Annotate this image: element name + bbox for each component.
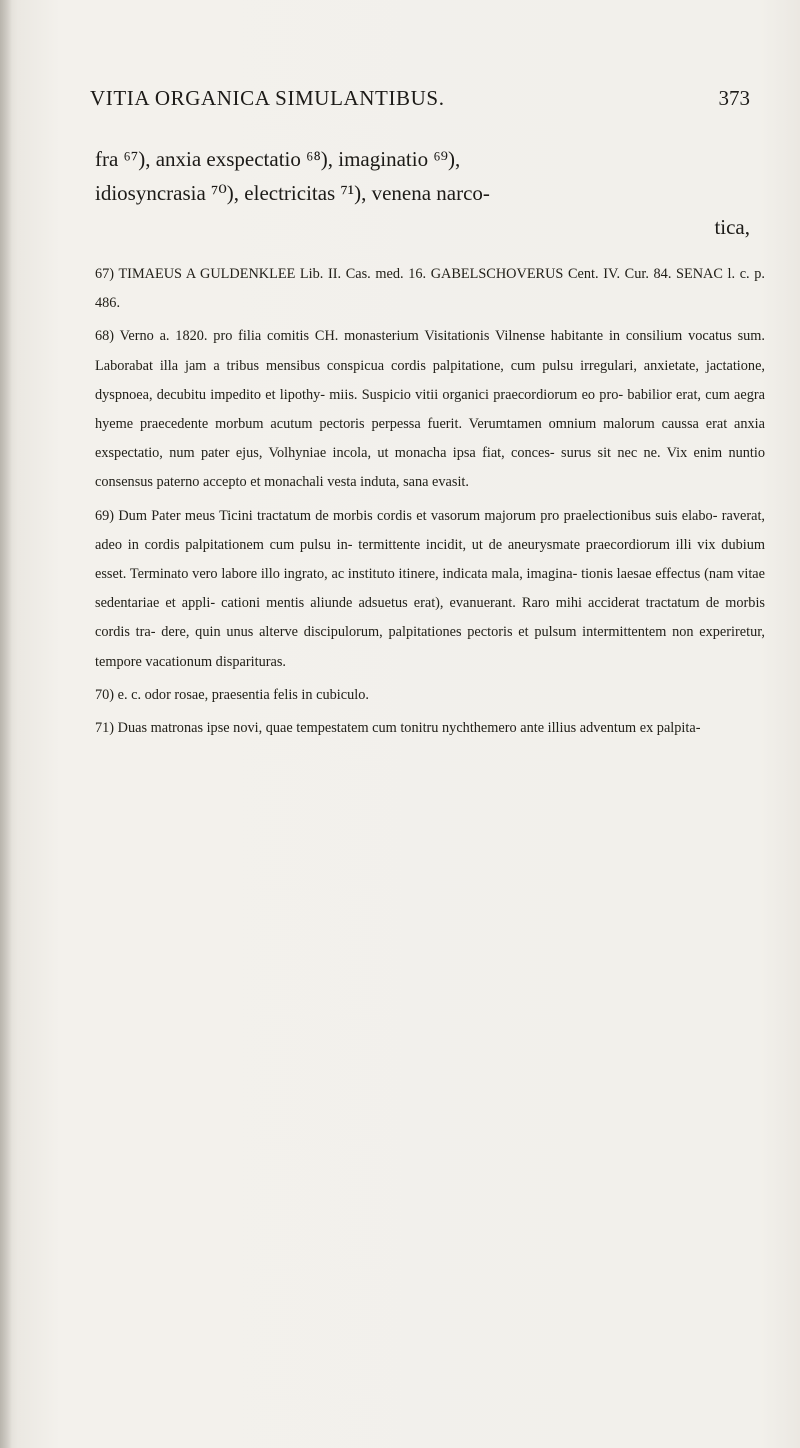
footnote-text: Dum Pater meus Ticini tractatum de morbis cordis et vasorum majorum pro praelectionibus suis elabo- raverat, adeo in cordis palpitationem cum pulsu in- termittente incidit, ut de aneurysmate praecordiorum illi vix dubium esset. Terminato vero labore illo ingrato, ac instituto itinere, indicata mala, imagina- tionis laesae effectus (nam vitae sedentariae et appli- cationi mentis aliunde adsuetus erat), evanuerant. Raro mihi acciderat tractatum de morbis cordis tra- dere, quin unus alterve discipulorum, palpitationes pectoris et pulsum intermittentem non experiretur, tempore vacationum disparituras. <box>95 507 765 670</box>
footnote-number: 67) <box>95 266 115 282</box>
footnote <box>95 502 765 677</box>
main-text-line-1: fra ⁶⁷), anxia exspectatio ⁶⁸), imaginatio ⁶⁹), <box>95 147 461 171</box>
footnote <box>95 322 765 497</box>
footnote-text: Duas matronas ipse novi, quae tempestatem cum tonitru nychthemero ante illius adventum ex palpita- <box>117 720 701 737</box>
footnote-text: e. c. odor rosae, praesentia felis in cubiculo. <box>117 686 369 703</box>
footnote <box>95 681 765 710</box>
footnote-text: TIMAEUS A GULDENKLEE Lib. II. Cas. med. 16. GABELSCHOVERUS Cent. IV. Cur. 84. SENAC l. c. p. 486. <box>95 266 765 312</box>
running-head: VITIA ORGANICA SIMULANTIBUS. <box>90 86 445 110</box>
footnote-text: Verno a. 1820. pro filia comitis CH. monasterium Visitationis Vilnense habitante in consilium vocatus sum. Laborabat illa jam a tribus mensibus conspicua cordis palpitatione, cum pulsu irregulari, anxietate, jactatione, dyspnoea, decubitu impedito et lipothy- miis. Suspicio vitii organici praecordiorum eo pro- babilior erat, cum aegra hyeme praecedente morbum acutum pectoris perpessa fuerit. Verumtamen omnium malorum caussa erat anxia exspectatio, num pater ejus, Volhyniae incola, ut monacha ipsa fiat, conces- surus sit nec ne. Vix enim nuntio consensus paterno accepto et monachali vesta induta, sana evasit. <box>95 328 765 491</box>
page-edge-shadow <box>0 0 12 1448</box>
footnote <box>95 714 765 743</box>
main-text <box>95 142 750 244</box>
footnote-number: 70) <box>95 686 115 703</box>
page-header <box>90 86 750 120</box>
footnote-number: 68) <box>95 328 115 345</box>
main-text-line-3: tica, <box>714 215 750 239</box>
footnote <box>95 260 765 318</box>
footnote-number: 71) <box>95 720 115 737</box>
footnote-number: 69) <box>95 507 115 524</box>
main-text-line-2: idiosyncrasia ⁷⁰), electricitas ⁷¹), venena narco- <box>95 181 490 205</box>
footnotes-section <box>95 260 765 747</box>
page-number: 373 <box>718 86 750 110</box>
